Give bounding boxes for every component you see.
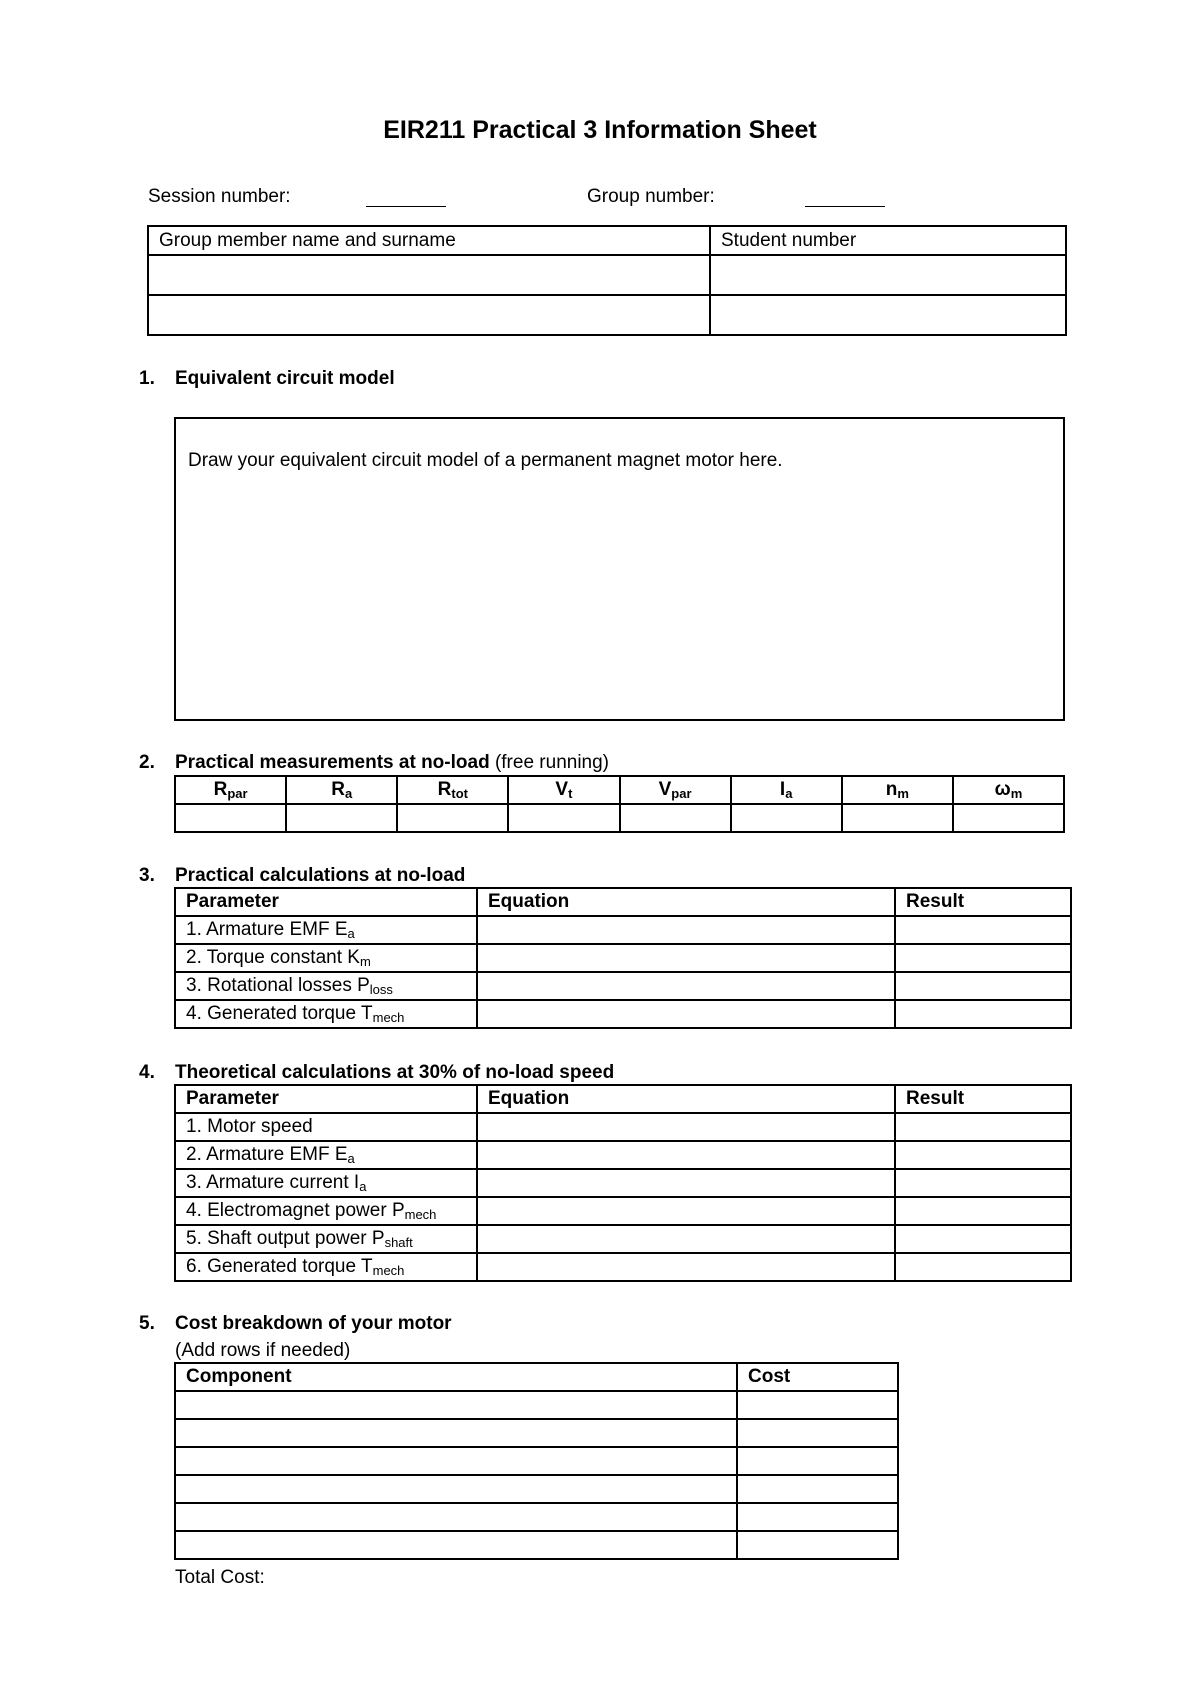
result-cell[interactable] — [895, 1113, 1071, 1141]
session-number-blank[interactable] — [366, 206, 446, 207]
equation-cell[interactable] — [477, 1197, 895, 1225]
equation-cell[interactable] — [477, 916, 895, 944]
cost-cell[interactable] — [737, 1475, 898, 1503]
section-3-number: 3. — [139, 865, 155, 886]
table-row — [148, 295, 1066, 335]
circuit-box-instruction: Draw your equivalent circuit model of a permanent magnet motor here. — [188, 450, 783, 471]
table-row — [175, 1447, 898, 1475]
equation-cell[interactable] — [477, 1225, 895, 1253]
section-5-heading: Cost breakdown of your motor — [175, 1313, 452, 1334]
header-cost: Cost — [737, 1363, 898, 1391]
table-row — [175, 1169, 1071, 1197]
student-number-cell[interactable] — [710, 295, 1066, 335]
table-row — [175, 944, 1071, 972]
result-cell[interactable] — [895, 1141, 1071, 1169]
cost-breakdown-table — [174, 1362, 899, 1560]
equation-cell[interactable] — [477, 1169, 895, 1197]
header-r-a: $R_a$ — [286, 776, 397, 804]
cost-cell[interactable] — [737, 1531, 898, 1559]
parameter-cell: 2. Torque constant $K_m$ — [175, 944, 477, 972]
parameter-cell: 6. Generated torque $T_{mech}$ — [175, 1253, 477, 1281]
members-header-name: Group member name and surname — [148, 226, 710, 255]
parameter-cell: 4. Electromagnet power $P_{mech}$ — [175, 1197, 477, 1225]
section-4-number: 4. — [139, 1062, 155, 1083]
table-row — [175, 1113, 1071, 1141]
header-n-m: $n_m$ — [842, 776, 953, 804]
cost-cell[interactable] — [737, 1447, 898, 1475]
header-equation: Equation — [477, 1085, 895, 1113]
header-result: Result — [895, 1085, 1071, 1113]
equation-cell[interactable] — [477, 1141, 895, 1169]
table-row — [175, 1475, 898, 1503]
value-cell[interactable] — [731, 804, 842, 832]
header-omega-m: $\omega_m$ — [953, 776, 1064, 804]
header-component: Component — [175, 1363, 737, 1391]
equation-cell[interactable] — [477, 1253, 895, 1281]
section-1-heading: Equivalent circuit model — [175, 368, 395, 389]
total-cost-label: Total Cost: — [175, 1567, 265, 1588]
equation-cell[interactable] — [477, 972, 895, 1000]
parameter-cell: 1. Motor speed — [175, 1113, 477, 1141]
parameter-cell: 4. Generated torque $T_{mech}$ — [175, 1000, 477, 1028]
table-row — [175, 1253, 1071, 1281]
session-number-label: Session number: — [148, 186, 291, 207]
table-row — [175, 1531, 898, 1559]
parameter-cell: 2. Armature EMF $E_a$ — [175, 1141, 477, 1169]
parameter-cell: 3. Rotational losses $P_{loss}$ — [175, 972, 477, 1000]
table-row — [175, 1197, 1071, 1225]
component-cell[interactable] — [175, 1447, 737, 1475]
table-row — [175, 1419, 898, 1447]
result-cell[interactable] — [895, 972, 1071, 1000]
table-row — [175, 1503, 898, 1531]
section-2-number: 2. — [139, 752, 155, 773]
component-cell[interactable] — [175, 1475, 737, 1503]
no-load-measurements-table — [174, 775, 1065, 833]
group-number-label: Group number: — [587, 186, 715, 207]
result-cell[interactable] — [895, 1169, 1071, 1197]
header-parameter: Parameter — [175, 1085, 477, 1113]
section-2-heading: Practical measurements at no-load — [175, 752, 490, 773]
result-cell[interactable] — [895, 1225, 1071, 1253]
section-5-number: 5. — [139, 1313, 155, 1334]
result-cell[interactable] — [895, 1000, 1071, 1028]
value-cell[interactable] — [842, 804, 953, 832]
section-4-heading: Theoretical calculations at 30% of no-load speed — [175, 1062, 615, 1083]
table-row — [175, 1225, 1071, 1253]
table-row — [175, 1391, 898, 1419]
table-row — [175, 804, 1064, 832]
group-members-table — [147, 225, 1067, 336]
table-row — [175, 1000, 1071, 1028]
section-2-heading-note: (free running) — [489, 752, 610, 773]
result-cell[interactable] — [895, 916, 1071, 944]
equation-cell[interactable] — [477, 1000, 895, 1028]
parameter-cell: 5. Shaft output power $P_{shaft}$ — [175, 1225, 477, 1253]
members-header-student-number: Student number — [710, 226, 1066, 255]
header-v-par: $V_{par}$ — [620, 776, 731, 804]
component-cell[interactable] — [175, 1503, 737, 1531]
theoretical-calculations-table — [174, 1084, 1072, 1282]
table-row — [148, 255, 1066, 295]
cost-cell[interactable] — [737, 1391, 898, 1419]
value-cell[interactable] — [175, 804, 286, 832]
equation-cell[interactable] — [477, 944, 895, 972]
header-i-a: $I_a$ — [731, 776, 842, 804]
table-row — [175, 972, 1071, 1000]
component-cell[interactable] — [175, 1391, 737, 1419]
header-equation: Equation — [477, 888, 895, 916]
cost-cell[interactable] — [737, 1503, 898, 1531]
value-cell[interactable] — [953, 804, 1064, 832]
value-cell[interactable] — [620, 804, 731, 832]
parameter-cell: 3. Armature current $I_a$ — [175, 1169, 477, 1197]
cost-cell[interactable] — [737, 1419, 898, 1447]
header-r-par: $R_{par}$ — [175, 776, 286, 804]
section-3-heading: Practical calculations at no-load — [175, 865, 466, 886]
section-5-note: (Add rows if needed) — [175, 1340, 351, 1361]
result-cell[interactable] — [895, 1197, 1071, 1225]
header-v-t: $V_t$ — [508, 776, 619, 804]
component-cell[interactable] — [175, 1531, 737, 1559]
no-load-calculations-table — [174, 887, 1072, 1029]
header-parameter: Parameter — [175, 888, 477, 916]
value-cell[interactable] — [508, 804, 619, 832]
equation-cell[interactable] — [477, 1113, 895, 1141]
section-1-number: 1. — [139, 368, 155, 389]
student-number-cell[interactable] — [710, 255, 1066, 295]
circuit-drawing-box[interactable] — [174, 417, 1065, 721]
header-result: Result — [895, 888, 1071, 916]
member-name-cell[interactable] — [148, 255, 710, 295]
value-cell[interactable] — [286, 804, 397, 832]
member-name-cell[interactable] — [148, 295, 710, 335]
result-cell[interactable] — [895, 1253, 1071, 1281]
parameter-cell: 1. Armature EMF $E_a$ — [175, 916, 477, 944]
value-cell[interactable] — [397, 804, 508, 832]
group-number-blank[interactable] — [805, 206, 885, 207]
table-row — [175, 1141, 1071, 1169]
table-row — [175, 916, 1071, 944]
result-cell[interactable] — [895, 944, 1071, 972]
page-title: EIR211 Practical 3 Information Sheet — [383, 116, 817, 144]
header-r-tot: $R_{tot}$ — [397, 776, 508, 804]
component-cell[interactable] — [175, 1419, 737, 1447]
section-2-heading-line — [175, 752, 609, 774]
